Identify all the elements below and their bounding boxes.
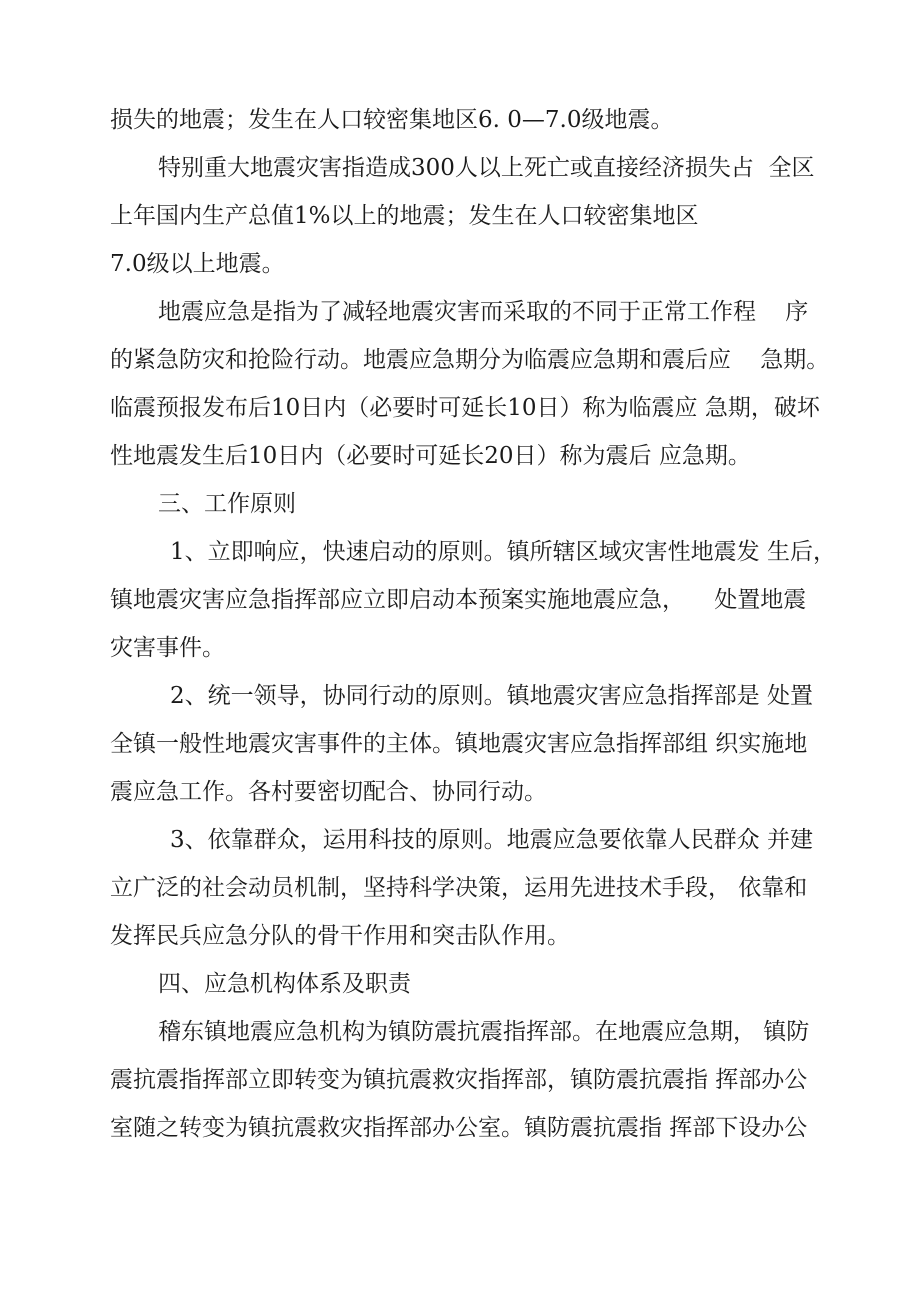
text-line: 性地震发生后10日内（必要时可延长20日）称为震后 应急期。 — [110, 443, 751, 469]
text-line: 立广泛的社会动员机制，坚持科学决策，运用先进技术手段， 依靠和 — [110, 875, 808, 901]
text-line: 1、立即响应，快速启动的原则。镇所辖区域灾害性地震发 生后， — [170, 539, 836, 565]
text-line: 室随之转变为镇抗震救灾指挥部办公室。镇防震抗震指 挥部下设办公 — [110, 1115, 808, 1141]
text-line: 稽东镇地震应急机构为镇防震抗震指挥部。在地震应急期， 镇防 — [158, 1019, 810, 1045]
text-line: 临震预报发布后10日内（必要时可延长10日）称为临震应 急期，破坏 — [110, 395, 820, 421]
section-heading: 三、工作原则 — [158, 491, 296, 517]
text-line: 全镇一般性地震灾害事件的主体。镇地震灾害应急指挥部组 织实施地 — [110, 731, 808, 757]
text-line: 2、统一领导，协同行动的原则。镇地震灾害应急指挥部是 处置 — [170, 683, 813, 709]
text-line: 3、依靠群众，运用科技的原则。地震应急要依靠人民群众 并建 — [170, 827, 813, 853]
text-line: 灾害事件。 — [110, 635, 225, 661]
text-line: 上年国内生产总值1%以上的地震；发生在人口较密集地区 — [110, 203, 699, 229]
text-line: 镇地震灾害应急指挥部应立即启动本预案实施地震应急， 处置地震 — [110, 587, 807, 613]
text-line: 损失的地震；发生在人口较密集地区6. 0—7.0级地震。 — [110, 107, 674, 133]
text-line: 震抗震指挥部立即转变为镇抗震救灾指挥部，镇防震抗震指 挥部办公 — [110, 1067, 808, 1093]
text-line: 7.0级以上地震。 — [110, 251, 285, 277]
text-line: 的紧急防灾和抢险行动。地震应急期分为临震应急期和震后应 急期。 — [110, 347, 830, 373]
text-line: 发挥民兵应急分队的骨干作用和突击队作用。 — [110, 923, 570, 949]
text-line: 特别重大地震灾害指造成300人以上死亡或直接经济损失占 全区 — [158, 155, 815, 181]
section-heading: 四、应急机构体系及职责 — [158, 971, 411, 997]
text-line: 震应急工作。各村要密切配合、协同行动。 — [110, 779, 547, 805]
text-line: 地震应急是指为了减轻地震灾害而采取的不同于正常工作程 序 — [158, 299, 809, 325]
